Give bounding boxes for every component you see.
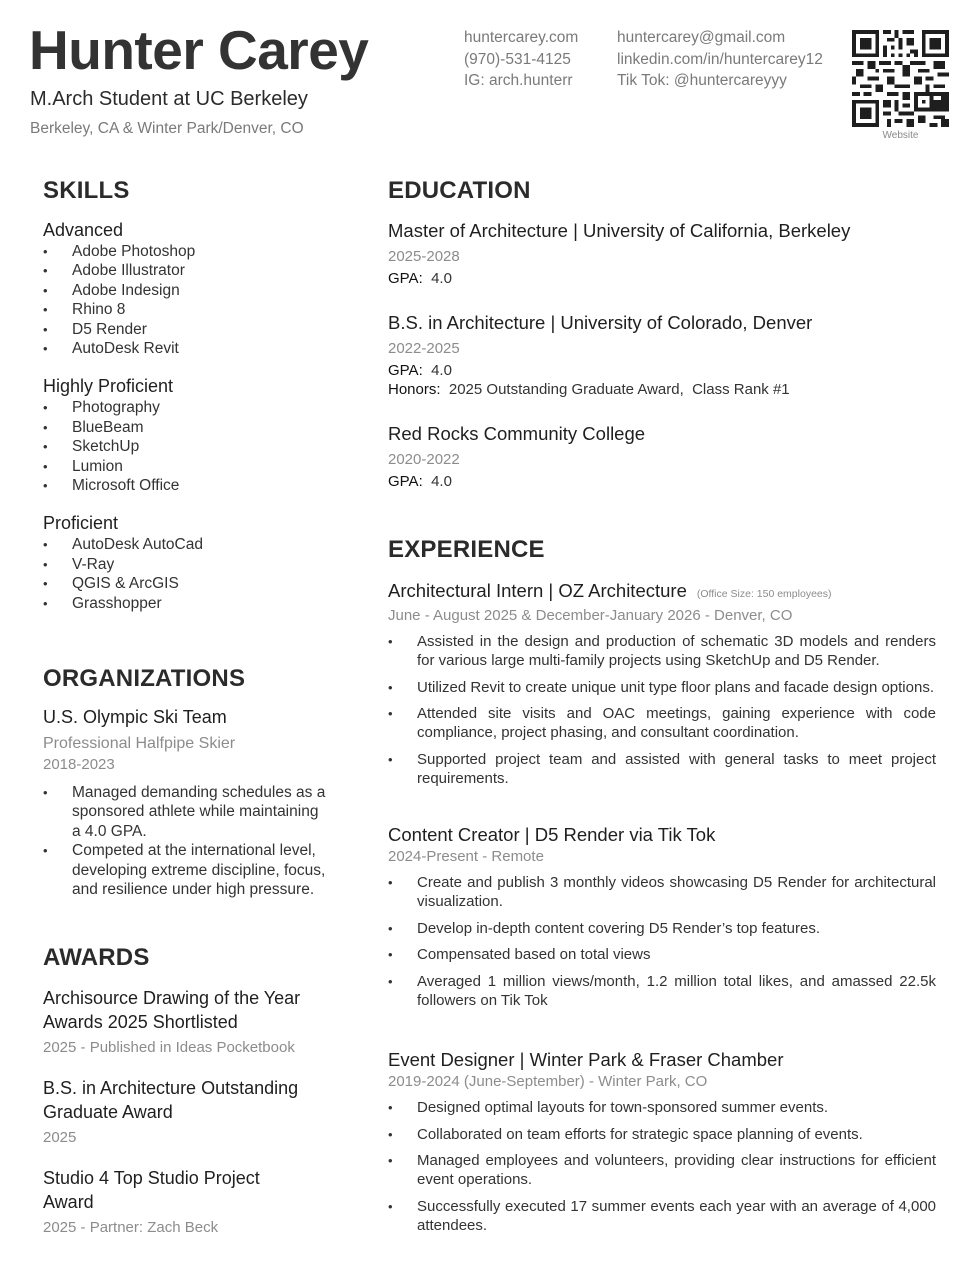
organization-bullet: • Competed at the international level, developing extreme discipline, focus, and resilience under high pressure.	[43, 841, 328, 899]
award-detail: 2025 - Published in Ideas Pocketbook	[43, 1039, 295, 1056]
award-name: Studio 4 Top Studio Project Award	[43, 1168, 260, 1212]
skill-item: • Rhino 8	[43, 300, 343, 319]
degree-title: Master of Architecture | University of California, Berkeley	[388, 220, 851, 241]
skill-item: • V-Ray	[43, 555, 343, 574]
skill-item: • BlueBeam	[43, 418, 343, 437]
qr-code-label: Website	[882, 130, 919, 141]
job-bullet: • Create and publish 3 monthly videos showcasing D5 Render for architectural visualization.	[388, 873, 936, 911]
job-title	[388, 579, 936, 606]
email-link[interactable]: huntercarey@gmail.com	[617, 29, 786, 46]
skill-list-highly-proficient	[43, 398, 343, 495]
skill-group-label: Proficient	[43, 513, 119, 534]
job-bullet: • Attended site visits and OAC meetings, gaining experience with code compliance, project phasing, and consultant coordination.	[388, 704, 936, 742]
gpa-value: 4.0	[431, 270, 452, 287]
job-note: (Office Size: 150 employees)	[696, 588, 832, 600]
experience-section	[388, 535, 936, 795]
awards-section	[43, 943, 343, 1238]
skill-list-advanced	[43, 242, 343, 358]
skill-item: • Grasshopper	[43, 594, 343, 613]
tiktok-handle: Tik Tok: @huntercareyyy	[617, 72, 787, 89]
job-bullets	[388, 1098, 936, 1235]
job-bullet: • Assisted in the design and production of schematic 3D models and renders for various large multi-family projects using SketchUp and D5 Render.	[388, 632, 936, 670]
skill-item: • Adobe Photoshop	[43, 242, 343, 261]
instagram-handle: IG: arch.hunterr	[464, 72, 573, 89]
job-dates: June - August 2025 & December-January 2026 - Denver, CO	[388, 607, 793, 624]
job-bullet: • Develop in-depth content covering D5 Render’s top features.	[388, 919, 936, 938]
skill-group-label: Highly Proficient	[43, 376, 174, 397]
gpa-line	[388, 472, 936, 491]
honors-value: 2025 Outstanding Graduate Award, Class Rank #1	[448, 381, 790, 398]
organization-role: Professional Halfpipe Skier	[43, 735, 236, 752]
skill-item: • SketchUp	[43, 437, 343, 456]
gpa-label: GPA:	[388, 473, 423, 490]
job-bullet: • Designed optimal layouts for town-sponsored summer events.	[388, 1098, 936, 1117]
job-title: Content Creator | D5 Render via Tik Tok	[388, 824, 716, 845]
section-title-skills: SKILLS	[43, 177, 130, 204]
degree-dates: 2022-2025	[388, 340, 460, 357]
organization-bullets	[43, 783, 328, 899]
award-name: B.S. in Architecture Outstanding Graduate Award	[43, 1078, 299, 1122]
job-bullet: • Utilized Revit to create unique unit type floor plans and facade design options.	[388, 678, 936, 697]
job-bullet: • Successfully executed 17 summer events each year with an average of 4,000 attendees.	[388, 1197, 936, 1235]
job-bullet: • Supported project team and assisted with general tasks to meet project requirements.	[388, 750, 936, 788]
section-title-awards: AWARDS	[43, 944, 150, 971]
contact-column-1	[464, 27, 578, 92]
qr-code-icon	[852, 30, 949, 127]
job-bullets	[388, 632, 936, 788]
job-dates: 2019-2024 (June-September) - Winter Park, CO	[388, 1073, 708, 1090]
organization-dates: 2018-2023	[43, 756, 115, 773]
section-title-organizations: ORGANIZATIONS	[43, 665, 246, 692]
linkedin-link[interactable]: linkedin.com/in/huntercarey12	[617, 50, 823, 68]
job-dates: 2024-Present - Remote	[388, 848, 544, 865]
website-link[interactable]: huntercarey.com	[464, 29, 579, 46]
gpa-label: GPA:	[388, 362, 423, 379]
job-bullet: • Collaborated on team efforts for strategic space planning of events.	[388, 1125, 936, 1144]
job-bullet: • Managed employees and volunteers, providing clear instructions for efficient event operations.	[388, 1151, 936, 1189]
job-title-text: Architectural Intern | OZ Architecture	[388, 580, 687, 601]
skill-list-proficient	[43, 535, 343, 613]
skill-item: • Microsoft Office	[43, 476, 343, 495]
skill-item: • Lumion	[43, 457, 343, 476]
skill-item: • D5 Render	[43, 320, 343, 339]
skill-item: • Adobe Illustrator	[43, 261, 343, 280]
job-bullet: • Averaged 1 million views/month, 1.2 million total likes, and amassed 22.5k followers on Tik Tok	[388, 972, 936, 1010]
degree-dates: 2025-2028	[388, 248, 460, 265]
resume-name: Hunter Carey	[29, 19, 369, 81]
skill-item: • AutoDesk Revit	[43, 339, 343, 358]
tagline: M.Arch Student at UC Berkeley	[30, 88, 308, 110]
job-bullets	[388, 873, 936, 1010]
award-detail: 2025 - Partner: Zach Beck	[43, 1219, 219, 1236]
skill-item: • Photography	[43, 398, 343, 417]
organization-name: U.S. Olympic Ski Team	[43, 707, 227, 727]
experience-item-content-creator	[388, 823, 936, 1017]
skill-item: • QGIS & ArcGIS	[43, 574, 343, 593]
skill-item: • Adobe Indesign	[43, 281, 343, 300]
experience-item-event-designer	[388, 1048, 936, 1242]
skills-section	[43, 176, 343, 613]
gpa-label: GPA:	[388, 270, 423, 287]
gpa-line	[388, 361, 936, 380]
degree-title: Red Rocks Community College	[388, 423, 646, 444]
education-section	[388, 176, 936, 491]
skill-item: • AutoDesk AutoCad	[43, 535, 343, 554]
section-title-education: EDUCATION	[388, 177, 531, 204]
award-name: Archisource Drawing of the Year Awards 2025 Shortlisted	[43, 988, 301, 1032]
phone-number: (970)-531-4125	[464, 50, 571, 68]
section-title-experience: EXPERIENCE	[388, 536, 545, 563]
contact-column-2	[617, 27, 823, 92]
gpa-line	[388, 269, 936, 288]
organization-bullet: • Managed demanding schedules as a sponsored athlete while maintaining a 4.0 GPA.	[43, 783, 328, 841]
honors-line	[388, 380, 936, 399]
honors-label: Honors:	[388, 381, 441, 398]
gpa-value: 4.0	[431, 362, 452, 379]
degree-title: B.S. in Architecture | University of Colorado, Denver	[388, 312, 813, 333]
gpa-value: 4.0	[431, 473, 452, 490]
skill-group-label: Advanced	[43, 220, 124, 240]
job-bullet: • Compensated based on total views	[388, 945, 936, 964]
location: Berkeley, CA & Winter Park/Denver, CO	[30, 120, 304, 137]
award-detail: 2025	[43, 1129, 77, 1146]
organizations-section	[43, 664, 328, 899]
job-title: Event Designer | Winter Park & Fraser Chamber	[388, 1049, 784, 1070]
degree-dates: 2020-2022	[388, 451, 460, 468]
